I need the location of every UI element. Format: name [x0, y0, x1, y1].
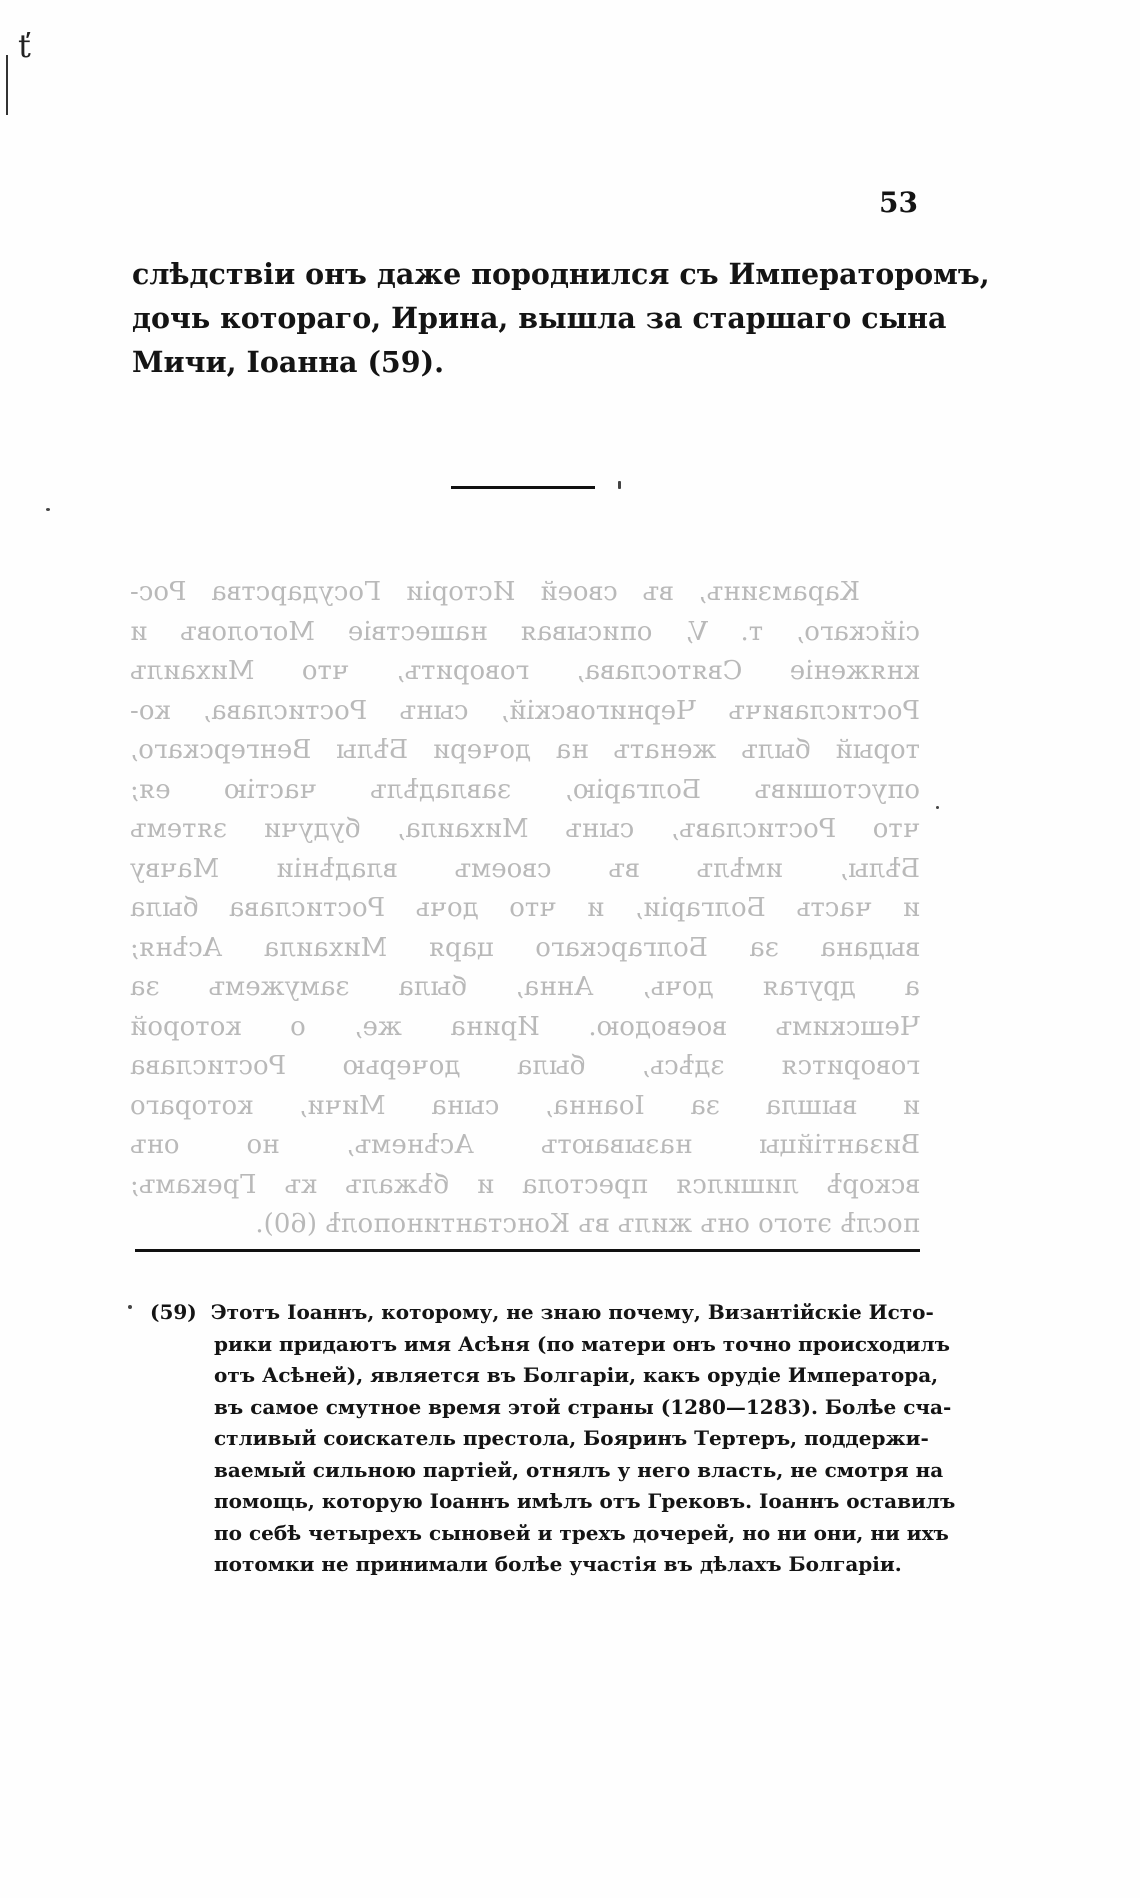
footnote-line: стливый соискатель престола, Бояринъ Тертеръ, поддержи- [214, 1426, 929, 1450]
main-text [132, 252, 990, 384]
show-through-line: княженіе Святослава, говоритъ, что Михаилъ [130, 656, 920, 686]
main-text-line: дочь котораго, Ирина, вышла за старшаго сына [132, 301, 947, 335]
show-through-line: послѣ этого онъ жилъ въ Константинополѣ (60). [255, 1209, 920, 1239]
show-through-line: Бѣлы, имѣлъ въ своемъ владѣніи Мачву [130, 853, 920, 884]
show-through-text [130, 573, 920, 1245]
show-through-line: сійскаго, т. V, описывая нашествіе Моголовъ и [130, 616, 920, 647]
margin-line [6, 55, 8, 115]
show-through-line: опустошивъ Болгарію, завладѣлъ частію ея; [130, 774, 920, 805]
footnote [150, 1297, 956, 1581]
ink-speck [936, 806, 939, 809]
show-through-line: Византійцы называютъ Асѣнемъ, но онъ [130, 1130, 920, 1160]
main-text-line: слѣдствіи онъ даже породнился съ Императоромъ, [132, 257, 990, 291]
ink-speck [128, 1305, 132, 1309]
footnote-line: помощь, которую Іоаннъ имѣлъ отъ Грековъ. Іоаннъ оставилъ [214, 1489, 956, 1513]
footnote-line: потомки не принимали болѣе участія въ дѣлахъ Болгаріи. [214, 1552, 902, 1576]
show-through-line: выдана за Болгарскаго царя Михаила Асѣня; [130, 932, 920, 963]
main-text-line: Мичи, Іоанна (59). [132, 345, 444, 379]
footnote-line [150, 1297, 934, 1329]
show-through-line: а другая дочь, Анна, была замужемъ за [130, 972, 920, 1002]
ink-speck [618, 481, 621, 489]
show-through-line: и вышла за Іоанна, сына Мичи, котораго [130, 1090, 920, 1121]
footnote-line: въ самое смутное время этой страны (1280—1283). Болѣе сча- [214, 1394, 952, 1419]
footnote-line: по себѣ четырехъ сыновей и трехъ дочерей, но ни они, ни ихъ [214, 1520, 949, 1545]
footnote-line: рики придаютъ имя Асѣня (по матери онъ точно происходилъ [214, 1331, 950, 1356]
ink-speck [46, 508, 50, 511]
show-through-line: и часть Болгаріи, и что дочь Ростислава была [130, 893, 920, 923]
section-divider [451, 486, 595, 489]
footnote-line: ваемый сильною партіей, отнялъ у него власть, не смотря на [214, 1457, 944, 1482]
show-through-line: Карамзинъ, въ своей Исторіи Государства Рос- [130, 577, 860, 607]
show-through-line: вскорѣ лишился престола и бѣжалъ къ Грекамъ; [130, 1169, 920, 1200]
show-through-line: Ростиславичъ Черниговскій, сынъ Ростислава, ко- [130, 695, 920, 726]
footnote-line: отъ Асѣней), является въ Болгаріи, какъ орудіе Императора, [214, 1363, 939, 1387]
show-through-line: говорится здѣсь, была дочерью Ростислава [130, 1051, 920, 1081]
page-number: 53 [879, 186, 918, 219]
show-through-line: торый былъ женатъ на дочери Бѣлы Венгерскаго, [130, 735, 920, 765]
margin-mark: ť [18, 27, 31, 65]
footnote-separator [135, 1249, 920, 1252]
footnote-marker: (59) [150, 1300, 197, 1324]
footnote-line-text: Этотъ Іоаннъ, которому, не знаю почему, Византійскіе Исто- [210, 1300, 934, 1324]
show-through-line: что Ростиславъ, сынъ Михаила, будучи зятемъ [130, 814, 920, 844]
show-through-line: Чешскимъ воеводою. Ирина же, о которой [130, 1011, 920, 1042]
